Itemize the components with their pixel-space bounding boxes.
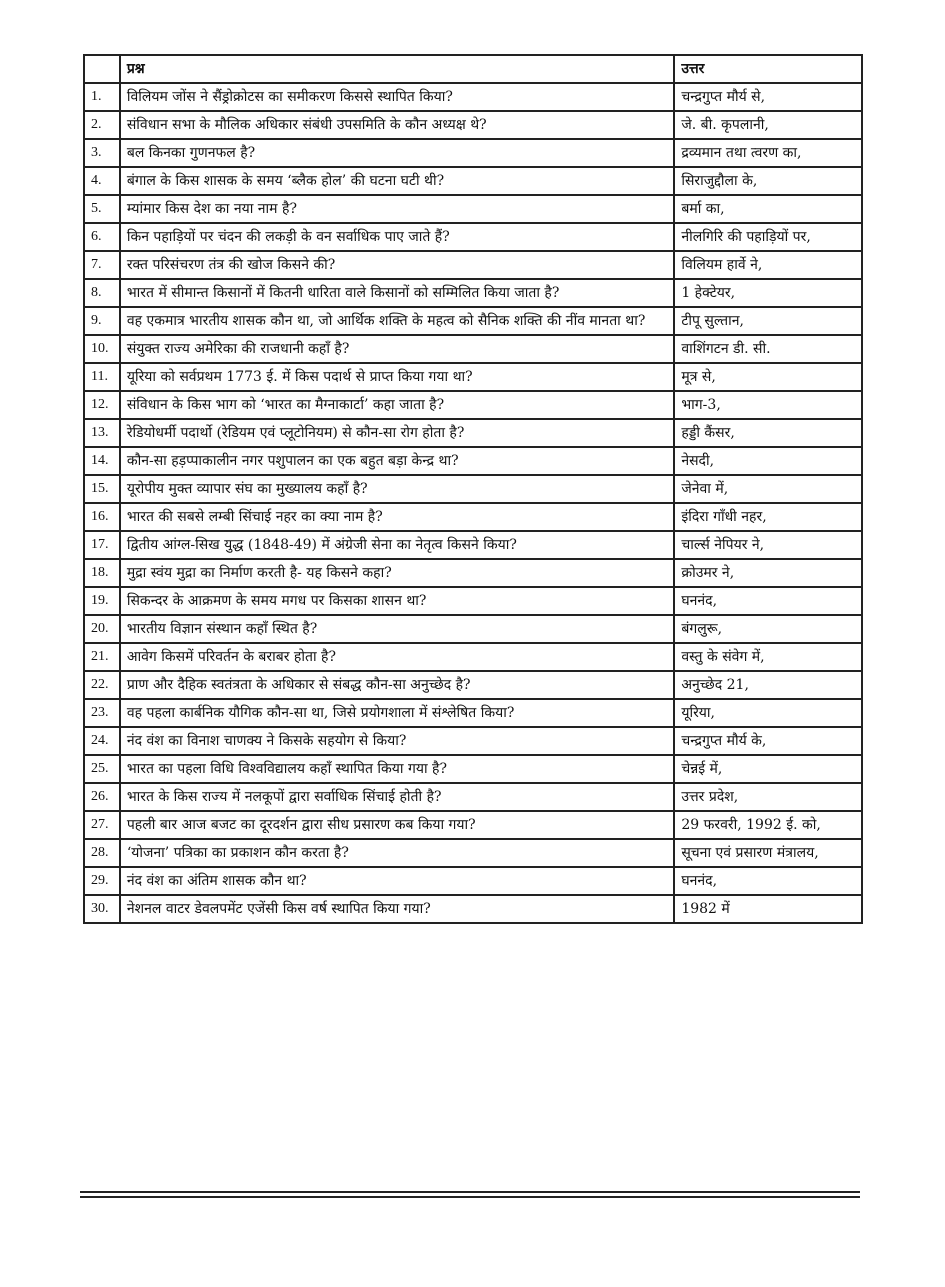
row-number: 15. <box>84 475 120 503</box>
question-cell: म्यांमार किस देश का नया नाम है? <box>120 195 675 223</box>
question-cell: यूरिया को सर्वप्रथम 1773 ई. में किस पदार्थ से प्राप्त किया गया था? <box>120 363 675 391</box>
table-row <box>84 503 862 531</box>
question-cell: वह एकमात्र भारतीय शासक कौन था, जो आर्थिक शक्ति के महत्व को सैनिक शक्ति की नींव मानता था? <box>120 307 675 335</box>
table-row <box>84 279 862 307</box>
table-row <box>84 447 862 475</box>
answer-cell: चेन्नई में, <box>674 755 862 783</box>
answer-cell: विलियम हार्वे ने, <box>674 251 862 279</box>
header-num <box>84 55 120 83</box>
question-cell: नंद वंश का अंतिम शासक कौन था? <box>120 867 675 895</box>
question-cell: रेडियोधर्मी पदार्थो (रेडियम एवं प्लूटोनियम) से कौन-सा रोग होता है? <box>120 419 675 447</box>
row-number: 11. <box>84 363 120 391</box>
row-number: 1. <box>84 83 120 111</box>
answer-cell: सिराजुद्दौला के, <box>674 167 862 195</box>
row-number: 2. <box>84 111 120 139</box>
answer-cell: बंगलुरू, <box>674 615 862 643</box>
question-cell: भारतीय विज्ञान संस्थान कहाँ स्थित है? <box>120 615 675 643</box>
question-cell: रक्त परिसंचरण तंत्र की खोज किसने की? <box>120 251 675 279</box>
question-cell: प्राण और दैहिक स्वतंत्रता के अधिकार से संबद्ध कौन-सा अनुच्छेद है? <box>120 671 675 699</box>
answer-cell: हड्डी कैंसर, <box>674 419 862 447</box>
question-cell: नंद वंश का विनाश चाणक्य ने किसके सहयोग से किया? <box>120 727 675 755</box>
question-cell: संविधान के किस भाग को ‘भारत का मैग्नाकार्टा’ कहा जाता है? <box>120 391 675 419</box>
question-cell: पहली बार आज बजट का दूरदर्शन द्वारा सीध प्रसारण कब किया गया? <box>120 811 675 839</box>
question-cell: कौन-सा हड़प्पाकालीन नगर पशुपालन का एक बहुत बड़ा केन्द्र था? <box>120 447 675 475</box>
table-row <box>84 727 862 755</box>
answer-cell: जे. बी. कृपलानी, <box>674 111 862 139</box>
table-row <box>84 307 862 335</box>
table-row <box>84 335 862 363</box>
row-number: 5. <box>84 195 120 223</box>
answer-cell: क्रोउमर ने, <box>674 559 862 587</box>
question-cell: बंगाल के किस शासक के समय ‘ब्लैक होल’ की घटना घटी थी? <box>120 167 675 195</box>
row-number: 12. <box>84 391 120 419</box>
row-number: 18. <box>84 559 120 587</box>
table-row <box>84 811 862 839</box>
answer-cell: 1982 में <box>674 895 862 923</box>
row-number: 22. <box>84 671 120 699</box>
table-row <box>84 895 862 923</box>
header-answer: उत्तर <box>674 55 862 83</box>
answer-cell: चार्ल्स नेपियर ने, <box>674 531 862 559</box>
table-row <box>84 83 862 111</box>
row-number: 14. <box>84 447 120 475</box>
row-number: 26. <box>84 783 120 811</box>
row-number: 7. <box>84 251 120 279</box>
answer-cell: भाग-3, <box>674 391 862 419</box>
answer-cell: घननंद, <box>674 867 862 895</box>
table-row <box>84 643 862 671</box>
table-row <box>84 559 862 587</box>
question-cell: भारत के किस राज्य में नलकूपों द्वारा सर्वाधिक सिंचाई होती है? <box>120 783 675 811</box>
answer-cell: 29 फरवरी, 1992 ई. को, <box>674 811 862 839</box>
table-row <box>84 167 862 195</box>
question-cell: संयुक्त राज्य अमेरिका की राजधानी कहाँ है? <box>120 335 675 363</box>
answer-cell: सूचना एवं प्रसारण मंत्रालय, <box>674 839 862 867</box>
answer-cell: नेसदी, <box>674 447 862 475</box>
question-cell: भारत में सीमान्त किसानों में कितनी धारिता वाले किसानों को सम्मिलित किया जाता है? <box>120 279 675 307</box>
answer-cell: अनुच्छेद 21, <box>674 671 862 699</box>
row-number: 29. <box>84 867 120 895</box>
row-number: 20. <box>84 615 120 643</box>
table-row <box>84 615 862 643</box>
row-number: 4. <box>84 167 120 195</box>
row-number: 25. <box>84 755 120 783</box>
answer-cell: वाशिंगटन डी. सी. <box>674 335 862 363</box>
header-question: प्रश्न <box>120 55 675 83</box>
table-row <box>84 867 862 895</box>
row-number: 6. <box>84 223 120 251</box>
answer-cell: बर्मा का, <box>674 195 862 223</box>
table-row <box>84 475 862 503</box>
question-cell: भारत की सबसे लम्बी सिंचाई नहर का क्या नाम है? <box>120 503 675 531</box>
question-cell: मुद्रा स्वंय मुद्रा का निर्माण करती है- यह किसने कहा? <box>120 559 675 587</box>
question-cell: द्वितीय आंग्ल-सिख युद्ध (1848-49) में अंग्रेजी सेना का नेतृत्व किसने किया? <box>120 531 675 559</box>
table-row <box>84 531 862 559</box>
question-cell: सिकन्दर के आक्रमण के समय मगध पर किसका शासन था? <box>120 587 675 615</box>
table-row <box>84 223 862 251</box>
question-cell: किन पहाड़ियों पर चंदन की लकड़ी के वन सर्वाधिक पाए जाते हैं? <box>120 223 675 251</box>
answer-cell: टीपू सुल्तान, <box>674 307 862 335</box>
table-row <box>84 195 862 223</box>
answer-cell: वस्तु के संवेग में, <box>674 643 862 671</box>
row-number: 17. <box>84 531 120 559</box>
row-number: 30. <box>84 895 120 923</box>
row-number: 10. <box>84 335 120 363</box>
question-cell: विलियम जोंस ने सैंड्रोक्रोटस का समीकरण किससे स्थापित किया? <box>120 83 675 111</box>
table-row <box>84 783 862 811</box>
answer-cell: द्रव्यमान तथा त्वरण का, <box>674 139 862 167</box>
table-row <box>84 755 862 783</box>
footer-rule <box>80 1191 860 1198</box>
answer-cell: मूत्र से, <box>674 363 862 391</box>
question-cell: भारत का पहला विधि विश्वविद्यालय कहाँ स्थापित किया गया है? <box>120 755 675 783</box>
row-number: 9. <box>84 307 120 335</box>
row-number: 13. <box>84 419 120 447</box>
row-number: 27. <box>84 811 120 839</box>
table-row <box>84 391 862 419</box>
table-header-row <box>84 55 862 83</box>
table-row <box>84 419 862 447</box>
table-row <box>84 671 862 699</box>
question-cell: बल किनका गुणनफल है? <box>120 139 675 167</box>
answer-cell: यूरिया, <box>674 699 862 727</box>
table-row <box>84 699 862 727</box>
row-number: 24. <box>84 727 120 755</box>
row-number: 28. <box>84 839 120 867</box>
question-cell: संविधान सभा के मौलिक अधिकार संबंधी उपसमिति के कौन अध्यक्ष थे? <box>120 111 675 139</box>
table-row <box>84 363 862 391</box>
table-row <box>84 139 862 167</box>
row-number: 23. <box>84 699 120 727</box>
table-row <box>84 251 862 279</box>
question-cell: नेशनल वाटर डेवलपमेंट एजेंसी किस वर्ष स्थापित किया गया? <box>120 895 675 923</box>
table-row <box>84 587 862 615</box>
answer-cell: चन्द्रगुप्त मौर्य के, <box>674 727 862 755</box>
question-cell: यूरोपीय मुक्त व्यापार संघ का मुख्यालय कहाँ है? <box>120 475 675 503</box>
answer-cell: इंदिरा गाँधी नहर, <box>674 503 862 531</box>
row-number: 8. <box>84 279 120 307</box>
table-row <box>84 839 862 867</box>
question-cell: वह पहला कार्बनिक यौगिक कौन-सा था, जिसे प्रयोगशाला में संश्लेषित किया? <box>120 699 675 727</box>
question-cell: ‘योजना’ पत्रिका का प्रकाशन कौन करता है? <box>120 839 675 867</box>
answer-cell: नीलगिरि की पहाड़ियों पर, <box>674 223 862 251</box>
answer-cell: 1 हेक्टेयर, <box>674 279 862 307</box>
qa-table <box>83 54 863 924</box>
answer-cell: जेनेवा में, <box>674 475 862 503</box>
table-row <box>84 111 862 139</box>
answer-cell: उत्तर प्रदेश, <box>674 783 862 811</box>
row-number: 19. <box>84 587 120 615</box>
row-number: 3. <box>84 139 120 167</box>
row-number: 21. <box>84 643 120 671</box>
question-cell: आवेग किसमें परिवर्तन के बराबर होता है? <box>120 643 675 671</box>
answer-cell: चन्द्रगुप्त मौर्य से, <box>674 83 862 111</box>
answer-cell: घननंद, <box>674 587 862 615</box>
table-body <box>84 83 862 923</box>
row-number: 16. <box>84 503 120 531</box>
